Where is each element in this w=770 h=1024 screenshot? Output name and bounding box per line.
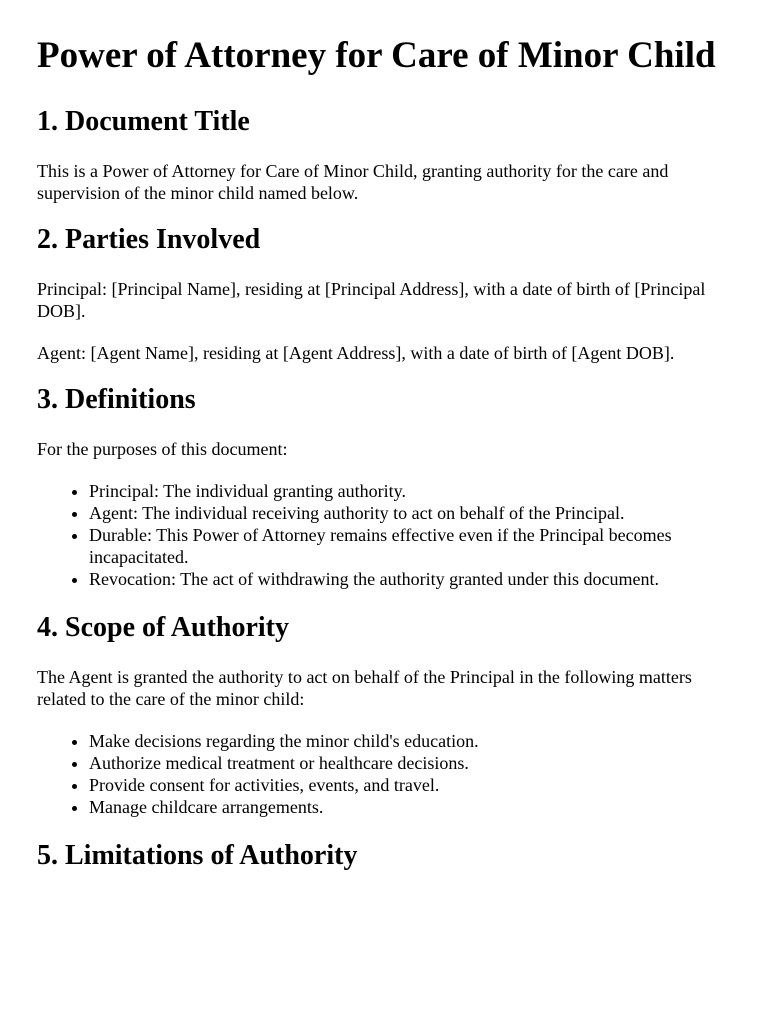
authority-list bbox=[37, 730, 733, 818]
section-parties-involved bbox=[37, 224, 733, 364]
list-item: • Durable: This Power of Attorney remains effective even if the Principal becomes incapacitated. bbox=[89, 524, 733, 568]
principal-paragraph: Principal: [Principal Name], residing at [Principal Address], with a date of birth of [Principal DOB]. bbox=[37, 279, 706, 321]
section-definitions bbox=[37, 384, 733, 590]
section-scope-of-authority bbox=[37, 612, 733, 818]
list-item: • Principal: The individual granting authority. bbox=[89, 480, 733, 502]
list-item: • Revocation: The act of withdrawing the authority granted under this document. bbox=[89, 568, 733, 590]
section-heading: 3. Definitions bbox=[37, 384, 196, 415]
section-heading: 2. Parties Involved bbox=[37, 224, 261, 255]
list-item: • Authorize medical treatment or healthcare decisions. bbox=[89, 752, 733, 774]
document-title: Power of Attorney for Care of Minor Child bbox=[37, 35, 716, 76]
section-paragraph: This is a Power of Attorney for Care of Minor Child, granting authority for the care and supervision of the minor child named below. bbox=[37, 161, 669, 203]
agent-paragraph: Agent: [Agent Name], residing at [Agent Address], with a date of birth of [Agent DOB]. bbox=[37, 343, 675, 363]
list-item: • Manage childcare arrangements. bbox=[89, 796, 733, 818]
section-heading: 5. Limitations of Authority bbox=[37, 840, 358, 871]
list-item: • Make decisions regarding the minor child's education. bbox=[89, 730, 733, 752]
section-heading: 1. Document Title bbox=[37, 106, 250, 137]
section-paragraph: For the purposes of this document: bbox=[37, 439, 288, 459]
list-item: • Agent: The individual receiving authority to act on behalf of the Principal. bbox=[89, 502, 733, 524]
section-paragraph: The Agent is granted the authority to act on behalf of the Principal in the following matters related to the care of the minor child: bbox=[37, 667, 692, 709]
section-document-title bbox=[37, 106, 733, 204]
definitions-list bbox=[37, 480, 733, 590]
section-limitations-of-authority bbox=[37, 840, 733, 872]
list-item: • Provide consent for activities, events, and travel. bbox=[89, 774, 733, 796]
section-heading: 4. Scope of Authority bbox=[37, 612, 289, 643]
